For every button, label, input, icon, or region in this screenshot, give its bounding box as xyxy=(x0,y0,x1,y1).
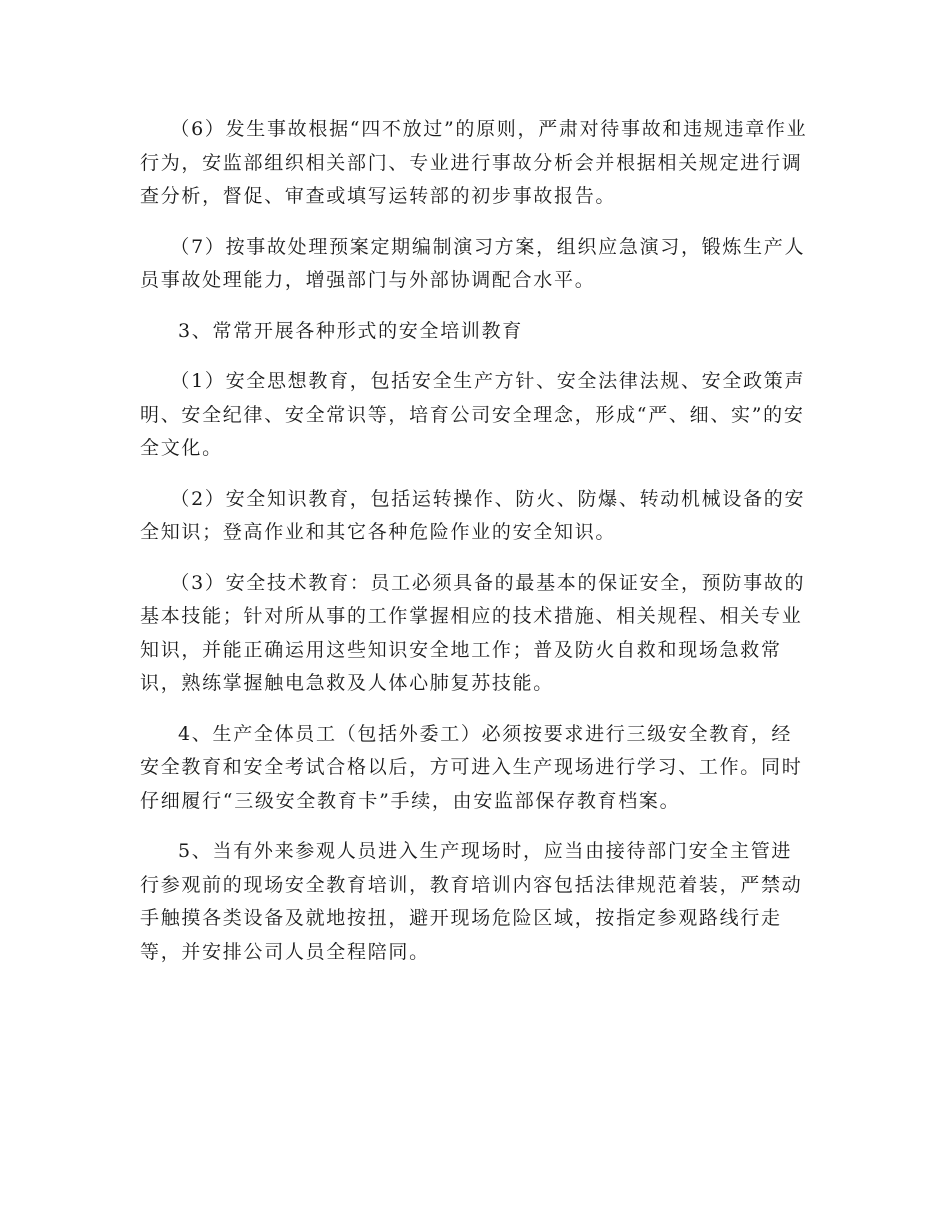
paragraph-item-2: （2）安全知识教育，包括运转操作、防火、防爆、转动机械设备的安全知识；登高作业和其它各种危险作业的安全知识。 xyxy=(140,487,806,543)
paragraph-item-1: （1）安全思想教育，包括安全生产方针、安全法律法规、安全政策声明、安全纪律、安全常识等，培育公司安全理念，形成“严、细、实”的安全文化。 xyxy=(140,370,806,459)
paragraph-section-5: 5、当有外来参观人员进入生产现场时，应当由接待部门安全主管进行参观前的现场安全教育培训，教育培训内容包括法律规范着装，严禁动手触摸各类设备及就地按扭，避开现场危险区域，按指定参观路线行走等，并安排公司人员全程陪同。 xyxy=(140,840,803,963)
paragraph-item-7: （7）按事故处理预案定期编制演习方案，组织应急演习，锻炼生产人员事故处理能力，增强部门与外部协调配合水平。 xyxy=(140,235,806,291)
paragraph-item-6: （6）发生事故根据“四不放过”的原则，严肃对待事故和违规违章作业行为，安监部组织相关部门、专业进行事故分析会并根据相关规定进行调查分析，督促、审查或填写运转部的初步事故报告。 xyxy=(140,118,808,207)
paragraph-item-3: （3）安全技术教育：员工必须具备的最基本的保证安全，预防事故的基本技能；针对所从事的工作掌握相应的技术措施、相关规程、相关专业知识，并能正确运用这些知识安全地工作；普及防火自救和现场急救常识，熟练掌握触电急救及人体心肺复苏技能。 xyxy=(140,571,806,694)
document-body xyxy=(140,113,810,986)
paragraph-section-4: 4、生产全体员工（包括外委工）必须按要求进行三级安全教育，经安全教育和安全考试合格以后，方可进入生产现场进行学习、工作。同时仔细履行“三级安全教育卡”手续，由安监部保存教育档案。 xyxy=(140,722,803,812)
section-heading-3: 3、常常开展各种形式的安全培训教育 xyxy=(178,319,523,342)
